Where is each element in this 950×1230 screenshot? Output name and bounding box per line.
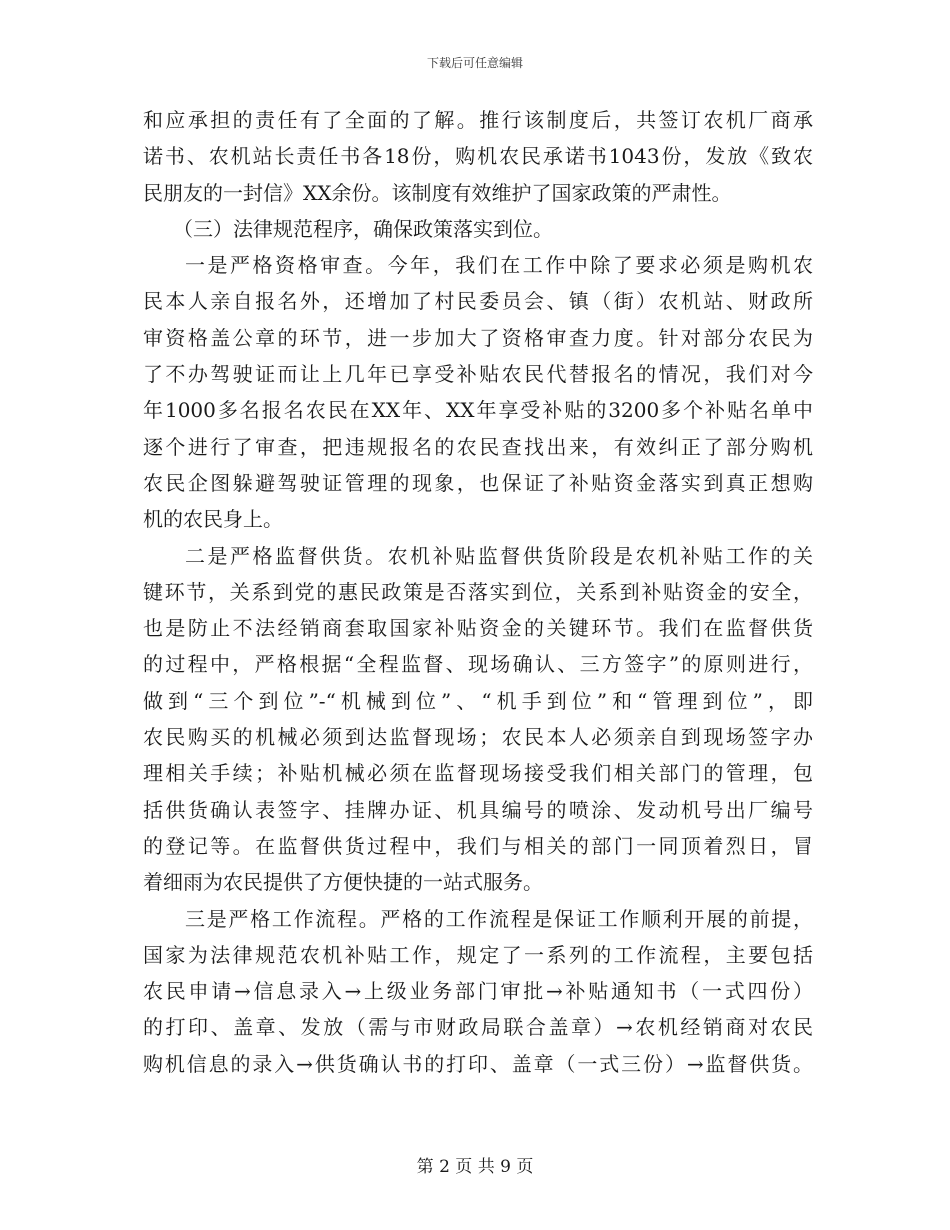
body-line: 国家为法律规范农机补贴工作，规定了一系列的工作流程，主要包括 — [143, 942, 813, 967]
body-line: 民朋友的一封信》XX余份。该制度有效维护了国家政策的严肃性。 — [143, 180, 732, 205]
body-line: 审资格盖公章的环节，进一步加大了资格审查力度。针对部分农民为 — [143, 325, 813, 350]
body-line: 做到“三个到位”-“机械到位”、“机手到位”和“管理到位”，即 — [143, 688, 813, 713]
body-line: 的打印、盖章、发放（需与市财政局联合盖章）→农机经销商对农民 — [143, 1015, 813, 1040]
paragraph-first-line: 二是严格监督供货。农机补贴监督供货阶段是农机补贴工作的关 — [185, 543, 813, 568]
body-line: 农民购买的机械必须到达监督现场；农民本人必须亲自到现场签字办 — [143, 725, 813, 750]
body-line: 机的农民身上。 — [143, 507, 283, 532]
body-line: 理相关手续；补贴机械必须在监督现场接受我们相关部门的管理，包 — [143, 761, 813, 786]
body-line: 了不办驾驶证而让上几年已享受补贴农民代替报名的情况，我们对今 — [143, 362, 813, 387]
body-line: 民本人亲自报名外，还增加了村民委员会、镇（街）农机站、财政所 — [143, 289, 813, 314]
paragraph-first-line: 三是严格工作流程。严格的工作流程是保证工作顺利开展的前提， — [185, 906, 813, 931]
body-line: 年1000多名报名农民在XX年、XX年享受补贴的3200多个补贴名单中 — [143, 398, 813, 423]
body-line: 也是防止不法经销商套取国家补贴资金的关键环节。我们在监督供货 — [143, 616, 813, 641]
body-line: 括供货确认表签字、挂牌办证、机具编号的喷涂、发动机号出厂编号 — [143, 797, 813, 822]
body-line: 购机信息的录入→供货确认书的打印、盖章（一式三份）→监督供货。 — [143, 1051, 813, 1076]
paragraph-first-line: 一是严格资格审查。今年，我们在工作中除了要求必须是购机农 — [185, 253, 813, 278]
page-number: 第 2 页 共 9 页 — [416, 1157, 534, 1177]
body-line: 的过程中，严格根据“全程监督、现场确认、三方签字”的原则进行， — [143, 652, 813, 677]
body-line: 农民企图躲避驾驶证管理的现象，也保证了补贴资金落实到真正想购 — [143, 470, 813, 495]
body-line: 逐个进行了审查，把违规报名的农民查找出来，有效纠正了部分购机 — [143, 434, 813, 459]
page-header: 下载后可任意编辑 — [426, 56, 523, 70]
body-line: 和应承担的责任有了全面的了解。推行该制度后，共签订农机厂商承 — [143, 108, 813, 132]
body-line: 键环节，关系到党的惠民政策是否落实到位，关系到补贴资金的安全， — [143, 579, 813, 604]
body-line: 着细雨为农民提供了方便快捷的一站式服务。 — [143, 870, 543, 895]
body-line: 农民申请→信息录入→上级业务部门审批→补贴通知书（一式四份） — [143, 979, 813, 1004]
body-line: 诺书、农机站长责任书各18份，购机农民承诺书1043份，发放《致农 — [143, 144, 813, 169]
body-line: 的登记等。在监督供货过程中，我们与相关的部门一同顶着烈日，冒 — [143, 833, 813, 858]
document-body — [143, 102, 813, 1082]
section-heading: （三）法律规范程序，确保政策落实到位。 — [173, 216, 553, 241]
